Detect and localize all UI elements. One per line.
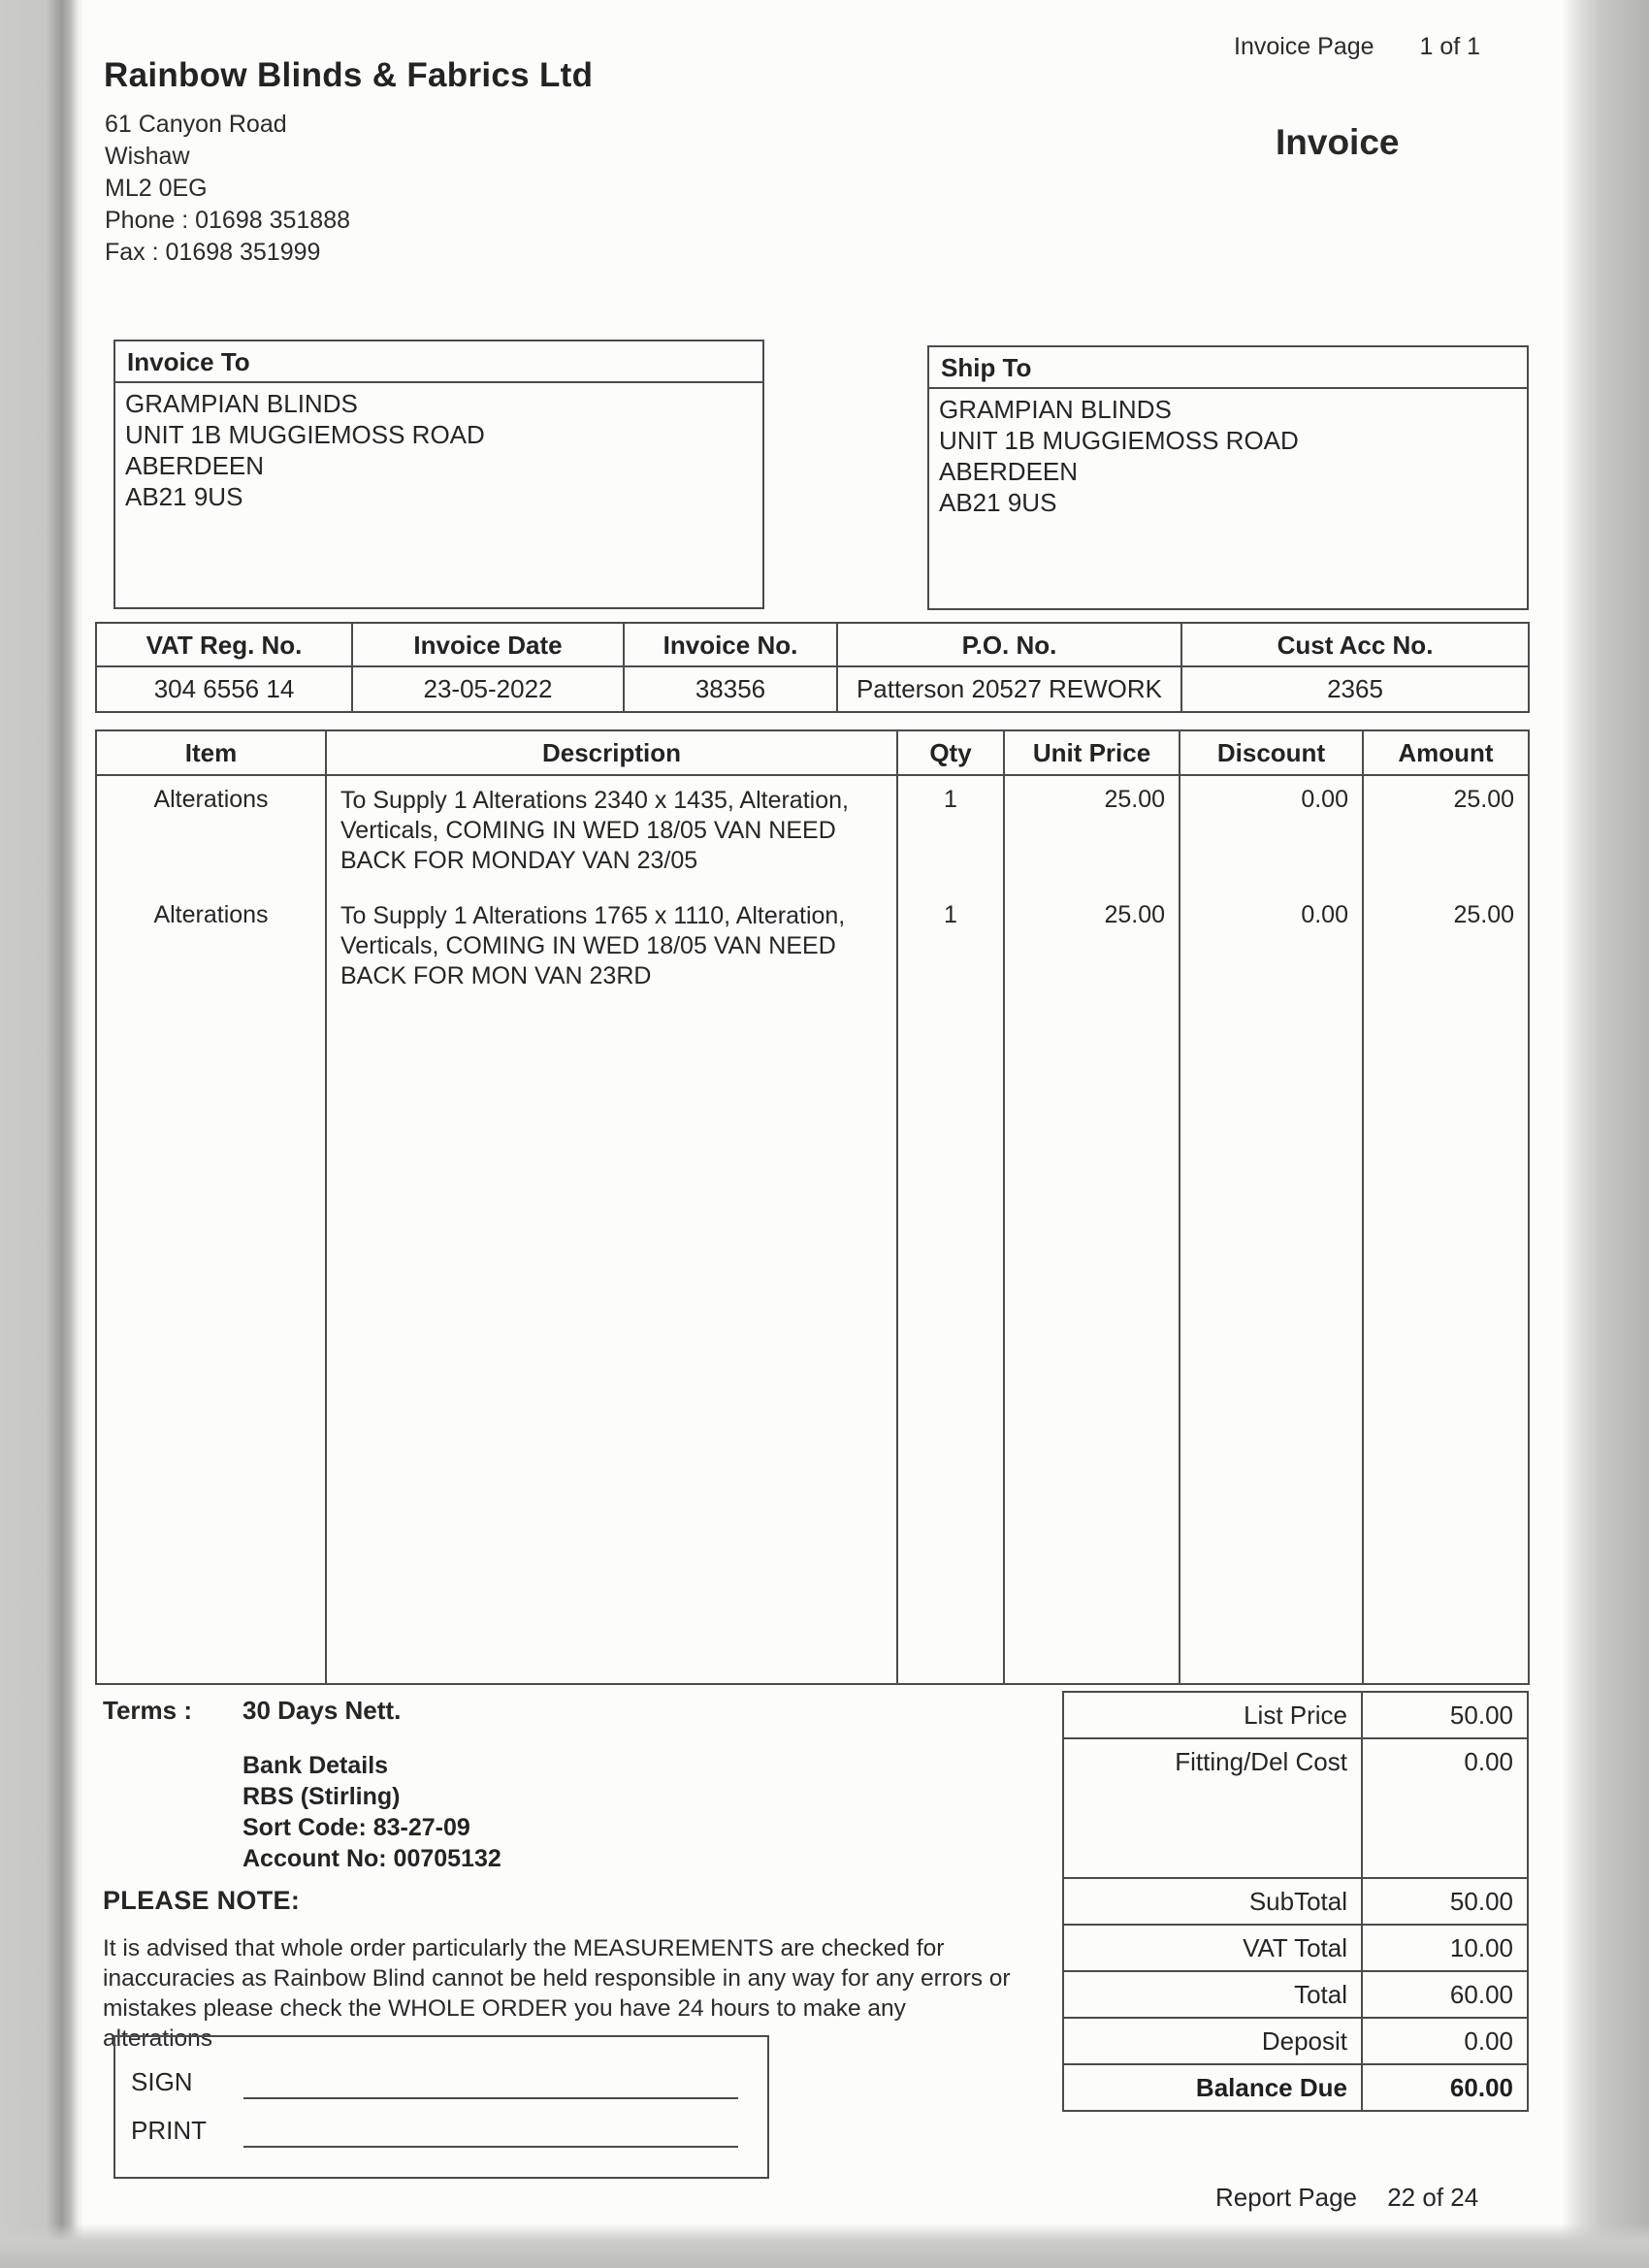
- invoice-info-table: [95, 622, 1530, 713]
- items-header-discount: Discount: [1180, 731, 1364, 776]
- company-phone: Phone : 01698 351888: [105, 207, 351, 234]
- item-amount: 25.00: [1453, 786, 1514, 813]
- sign-line: [243, 2064, 738, 2099]
- company-address-line: Wishaw: [105, 143, 190, 170]
- ship-to-line: ABERDEEN: [939, 457, 1079, 486]
- items-table-filler: [97, 1007, 327, 1683]
- invoice-to-address: [115, 383, 762, 517]
- total-value: 50.00: [1449, 1887, 1513, 1916]
- total-row-balance-due: [1064, 2063, 1527, 2110]
- items-table-filler: [1005, 1007, 1180, 1683]
- info-header-cust-acc: Cust Acc No.: [1182, 624, 1528, 667]
- item-amount: 25.00: [1453, 901, 1514, 928]
- total-value: 10.00: [1449, 1933, 1513, 1962]
- item-unit-price: 25.00: [1005, 776, 1180, 891]
- item-qty: 1: [898, 891, 1005, 1007]
- invoice-to-line: UNIT 1B MUGGIEMOSS ROAD: [125, 420, 485, 449]
- item-unit-price: 25.00: [1005, 891, 1180, 1007]
- invoice-to-header: Invoice To: [115, 341, 762, 383]
- items-header-description: Description: [327, 731, 898, 776]
- bank-name: RBS (Stirling): [242, 1783, 401, 1810]
- sign-row: [131, 2051, 738, 2099]
- info-header-vat: VAT Reg. No.: [97, 624, 353, 667]
- total-row-total: [1064, 1970, 1527, 2017]
- items-table-filler: [1180, 1007, 1364, 1683]
- info-value-invoice-no: 38356: [625, 667, 838, 711]
- item-name: Alterations: [97, 891, 327, 1007]
- item-qty: 1: [898, 776, 1005, 891]
- info-value-date: 23-05-2022: [353, 667, 625, 711]
- invoice-to-line: GRAMPIAN BLINDS: [125, 389, 358, 418]
- total-value: 0.00: [1464, 2026, 1513, 2056]
- info-header-invoice-no: Invoice No.: [625, 624, 838, 667]
- items-header-unit-price: Unit Price: [1005, 731, 1180, 776]
- company-address-line: ML2 0EG: [105, 175, 208, 202]
- total-row-list-price: [1064, 1693, 1527, 1737]
- signature-box: [113, 2035, 769, 2179]
- invoice-page-label: Invoice Page: [1234, 33, 1374, 60]
- items-header-item: Item: [97, 731, 327, 776]
- ship-to-line: UNIT 1B MUGGIEMOSS ROAD: [939, 426, 1299, 455]
- report-page-value: 22 of 24: [1387, 2183, 1479, 2212]
- item-discount: 0.00: [1180, 776, 1364, 891]
- report-page-label: Report Page: [1215, 2183, 1357, 2212]
- info-value-cust-acc: 2365: [1327, 674, 1383, 703]
- item-description: To Supply 1 Alterations 1765 x 1110, Alteration, Verticals, COMING IN WED 18/05 VAN NEED BACK FOR MON VAN 23RD: [327, 891, 898, 1007]
- ship-to-box: [927, 345, 1529, 610]
- items-table-filler: [327, 1007, 898, 1683]
- company-fax: Fax : 01698 351999: [105, 239, 321, 266]
- print-label: PRINT: [131, 2116, 207, 2145]
- total-row-vat-total: [1064, 1924, 1527, 1970]
- total-label: VAT Total: [1064, 1926, 1363, 1970]
- total-value: 60.00: [1449, 2073, 1513, 2102]
- total-row-deposit: [1064, 2017, 1527, 2063]
- ship-to-line: GRAMPIAN BLINDS: [939, 395, 1172, 424]
- scan-edge-left: [0, 0, 83, 2268]
- total-label: Fitting/Del Cost: [1064, 1739, 1363, 1784]
- items-header-amount: Amount: [1364, 731, 1528, 776]
- scan-edge-bottom: [0, 2223, 1649, 2268]
- ship-to-line: AB21 9US: [939, 488, 1057, 517]
- please-note-title: PLEASE NOTE:: [103, 1886, 301, 1915]
- bank-account-no: Account No: 00705132: [242, 1845, 501, 1872]
- items-table-filler: [1364, 1007, 1528, 1683]
- totals-spacer: [1064, 1784, 1527, 1877]
- total-value: 50.00: [1449, 1701, 1513, 1730]
- ship-to-header: Ship To: [929, 347, 1527, 389]
- print-line: [243, 2113, 738, 2148]
- total-label: SubTotal: [1064, 1879, 1363, 1924]
- terms-label: Terms :: [103, 1696, 192, 1725]
- total-label: List Price: [1064, 1693, 1363, 1737]
- total-value: 60.00: [1449, 1980, 1513, 2009]
- company-name: Rainbow Blinds & Fabrics Ltd: [104, 56, 594, 94]
- please-note-body: It is advised that whole order particularly the MEASUREMENTS are checked for inaccuracies as Rainbow Blind cannot be held responsible in any way for any errors or mistakes please check the WHOLE ORDER you have 24 hours to make any alterations: [103, 1935, 1011, 2052]
- item-discount: 0.00: [1180, 891, 1364, 1007]
- invoice-to-box: [113, 340, 764, 609]
- items-header-qty: Qty: [898, 731, 1005, 776]
- invoice-page-indicator: [1234, 33, 1480, 61]
- bank-details: [242, 1750, 501, 1874]
- sign-label: SIGN: [131, 2067, 193, 2096]
- company-address: [105, 109, 350, 269]
- info-header-date: Invoice Date: [353, 624, 625, 667]
- info-value-po: Patterson 20527 REWORK: [838, 667, 1182, 711]
- invoice-page-value: 1 of 1: [1419, 33, 1481, 60]
- scan-edge-right: [1562, 0, 1649, 2268]
- items-table-filler: [898, 1007, 1005, 1683]
- total-row-fitting-del-cost: [1064, 1737, 1527, 1784]
- terms-value: 30 Days Nett.: [242, 1696, 402, 1725]
- total-label: Balance Due: [1064, 2065, 1363, 2110]
- report-page-indicator: [1215, 2183, 1478, 2213]
- total-label: Total: [1064, 1972, 1363, 2017]
- ship-to-address: [929, 389, 1527, 523]
- line-items-table: [95, 729, 1530, 1685]
- bank-sort-code: Sort Code: 83-27-09: [242, 1814, 470, 1841]
- totals-box: [1062, 1691, 1529, 2112]
- invoice-to-line: ABERDEEN: [125, 451, 265, 480]
- total-row-subtotal: [1064, 1877, 1527, 1924]
- item-description: To Supply 1 Alterations 2340 x 1435, Alteration, Verticals, COMING IN WED 18/05 VAN NEED BACK FOR MONDAY VAN 23/05: [327, 776, 898, 891]
- item-name: Alterations: [97, 776, 327, 891]
- company-address-line: 61 Canyon Road: [105, 111, 287, 138]
- total-value: 0.00: [1464, 1747, 1513, 1776]
- document-title: Invoice: [1276, 122, 1400, 162]
- info-header-po: P.O. No.: [838, 624, 1182, 667]
- print-row: [131, 2099, 738, 2148]
- info-value-vat: 304 6556 14: [97, 667, 353, 711]
- bank-details-title: Bank Details: [242, 1752, 389, 1779]
- total-label: Deposit: [1064, 2019, 1363, 2063]
- invoice-to-line: AB21 9US: [125, 482, 243, 511]
